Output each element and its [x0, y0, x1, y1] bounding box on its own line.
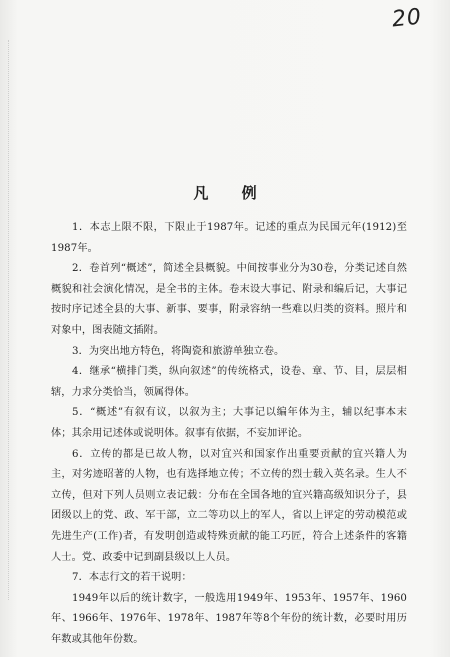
page-number: 20: [390, 4, 424, 33]
paragraph-3: 3．为突出地方特色，将陶瓷和旅游单独立卷。: [72, 345, 285, 357]
paragraph-8: 1949年以后的统计数字，一般选用1949年、1953年、1957年、1960年、1966年、1976年、1978年、1987年等8个年份的统计数，必要时用历年数或其他年份数。: [51, 592, 407, 645]
paragraph-4: 4．继承“横排门类，纵向叙述”的传统格式，设卷、章、节、目，层层相辖，力求分类恰当，领属得体。: [51, 366, 407, 398]
paragraph-2: 2．卷首列“概述”，简述全县概貌。中间按事业分为30卷，分类记述自然概貌和社会演化情况，是全书的主体。卷末设大事记、附录和编后记，大事记按时序记述全县的大事、新事、要事，附录容纳一些难以归类的资料。照片和对象中，图表随文插附。: [51, 263, 407, 336]
paragraph-5: 5．“概述”有叙有议，以叙为主；大事记以编年体为主，辅以纪事本末体；其余用记述体或说明体。叙事有依据，不妄加评论。: [51, 407, 407, 439]
section-heading: 凡 例: [193, 184, 271, 202]
binding-margin: [8, 40, 13, 600]
body-text: [51, 218, 407, 650]
paragraph-6: 6．立传的都是已故人物，以对宜兴和国家作出重要贡献的宜兴籍人为主，对劣迹昭著的人物，也有选择地立传；不立传的烈士载入英名录。生人不立传，但对下列人员则立表记载：分布在全国各地的宜兴籍高级知识分子，县团级以上的党、政、军干部，立二等功以上的军人，省以上评定的劳动模范或先进生产(工作)者，有发明创造或特殊贡献的能工巧匠，符合上述条件的客籍人士。党、政委中记到副县级以上人员。: [51, 448, 407, 563]
paragraph-7: 7．本志行文的若干说明：: [72, 572, 192, 584]
paragraph-1: 1．本志上限不限，下限止于1987年。记述的重点为民国元年(1912)至1987年。: [51, 222, 407, 254]
